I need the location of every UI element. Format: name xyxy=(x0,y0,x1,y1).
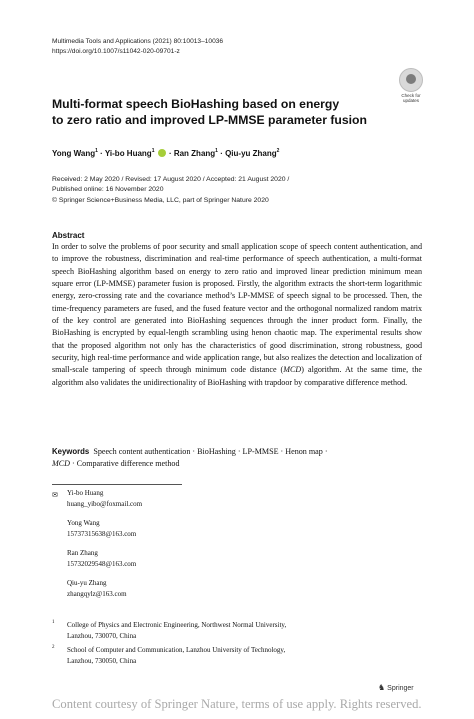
author-list: Yong Wang$^1$ · Yi-bo Huang$^1$ · Ran Zhang$^1$ · Qiu-yu Zhang$^2$ xyxy=(52,148,280,158)
copyright-line: © Springer Science+Business Media, LLC, part of Springer Nature 2020 xyxy=(52,196,269,204)
footnote-divider xyxy=(52,484,182,485)
publication-dates: Received: 2 May 2020 / Revised: 17 August 2020 / Accepted: 21 August 2020 / Published online: 16 November 2020 © Springer Science+Business Media, LLC, part of Springer Nature 2020 xyxy=(52,175,289,206)
email-link[interactable]: zhangqylz@163.com xyxy=(67,590,127,598)
mcd-keyword: MCD xyxy=(52,459,70,469)
mcd-term: MCD xyxy=(283,365,302,375)
author-name[interactable]: Yi-bo Huang xyxy=(104,149,152,158)
contact-entry: Yi-bo Huang huang_yibo@foxmail.com xyxy=(67,489,143,508)
journal-header xyxy=(52,37,223,57)
contact-block xyxy=(52,488,252,598)
check-for-updates-badge[interactable] xyxy=(396,68,426,103)
contact-entry: Ran Zhang 15732029548@163.com xyxy=(67,549,137,568)
contact-entry: Qiu-yu Zhang zhangqylz@163.com xyxy=(67,579,127,598)
email-link[interactable]: 15732029548@163.com xyxy=(67,560,137,568)
keywords-heading: Keywords xyxy=(52,447,90,456)
springer-horse-icon: ♞ xyxy=(378,683,386,692)
author-name[interactable]: Ran Zhang xyxy=(173,149,216,158)
email-link[interactable]: 15737315638@163.com xyxy=(67,530,137,538)
check-for-updates-label: Check for updates xyxy=(401,93,421,103)
doi-link[interactable]: https://doi.org/10.1007/s11042-020-09701-z xyxy=(52,48,180,55)
keywords: Keywords Speech content authentication · BioHashing · LP-MMSE · Henon map · MCD · Comparative difference method xyxy=(52,447,328,469)
envelope-icon: ✉ xyxy=(52,491,58,499)
orcid-icon[interactable] xyxy=(158,149,166,157)
courtesy-notice: Content courtesy of Springer Nature, terms of use apply. Rights reserved. xyxy=(52,697,422,711)
springer-logo: ♞ Springer xyxy=(378,683,414,692)
contact-entry: Yong Wang 15737315638@163.com xyxy=(67,519,137,538)
abstract-heading: Abstract xyxy=(52,231,85,240)
author-name[interactable]: Qiu-yu Zhang xyxy=(225,149,277,158)
author-name[interactable]: Yong Wang xyxy=(52,149,96,158)
journal-citation: Multimedia Tools and Applications (2021) 80:10013–10036 xyxy=(52,38,224,45)
check-for-updates-icon xyxy=(399,68,423,92)
email-link[interactable]: huang_yibo@foxmail.com xyxy=(67,500,143,508)
paper-title: Multi-format speech BioHashing based on energy to zero ratio and improved LP-MMSE parameter fusion xyxy=(52,97,367,127)
abstract-body: In order to solve the problems of poor security and small application scope of speech content authentication, and to improve the robustness, discrimination and real-time performance of speech authentication, a multi-format speech BioHashing algorithm based on energy to zero ratio and improved linear prediction minimum mean square error (LP-MMSE) parameter fusion is proposed. Firstly, the algorithm extracts the short-term logarithmic energy, zero-crossing rate and the covariance method’s LP-MMSE of speech signal to be processed. Then, the time-frequency parameters are fused, and the fused feature vector and the orthogonal normalized random matrix of the key control are generated into BioHashing sequences through the inner product form. Finally, the BioHashing is encrypted by equal-length scrambling using henon chaotic map. The experimental results show that the proposed algorithm not only has the characteristics of good discrimination, strong robustness, good security, high real-time performance and wide application range, but also realizes the detection and localization of small-scale tampering of speech through minimum code distance (MCD) algorithm. At the same time, the algorithm also validates the unidirectionality of BioHashing with trapdoor by comparative difference method. xyxy=(52,242,423,387)
